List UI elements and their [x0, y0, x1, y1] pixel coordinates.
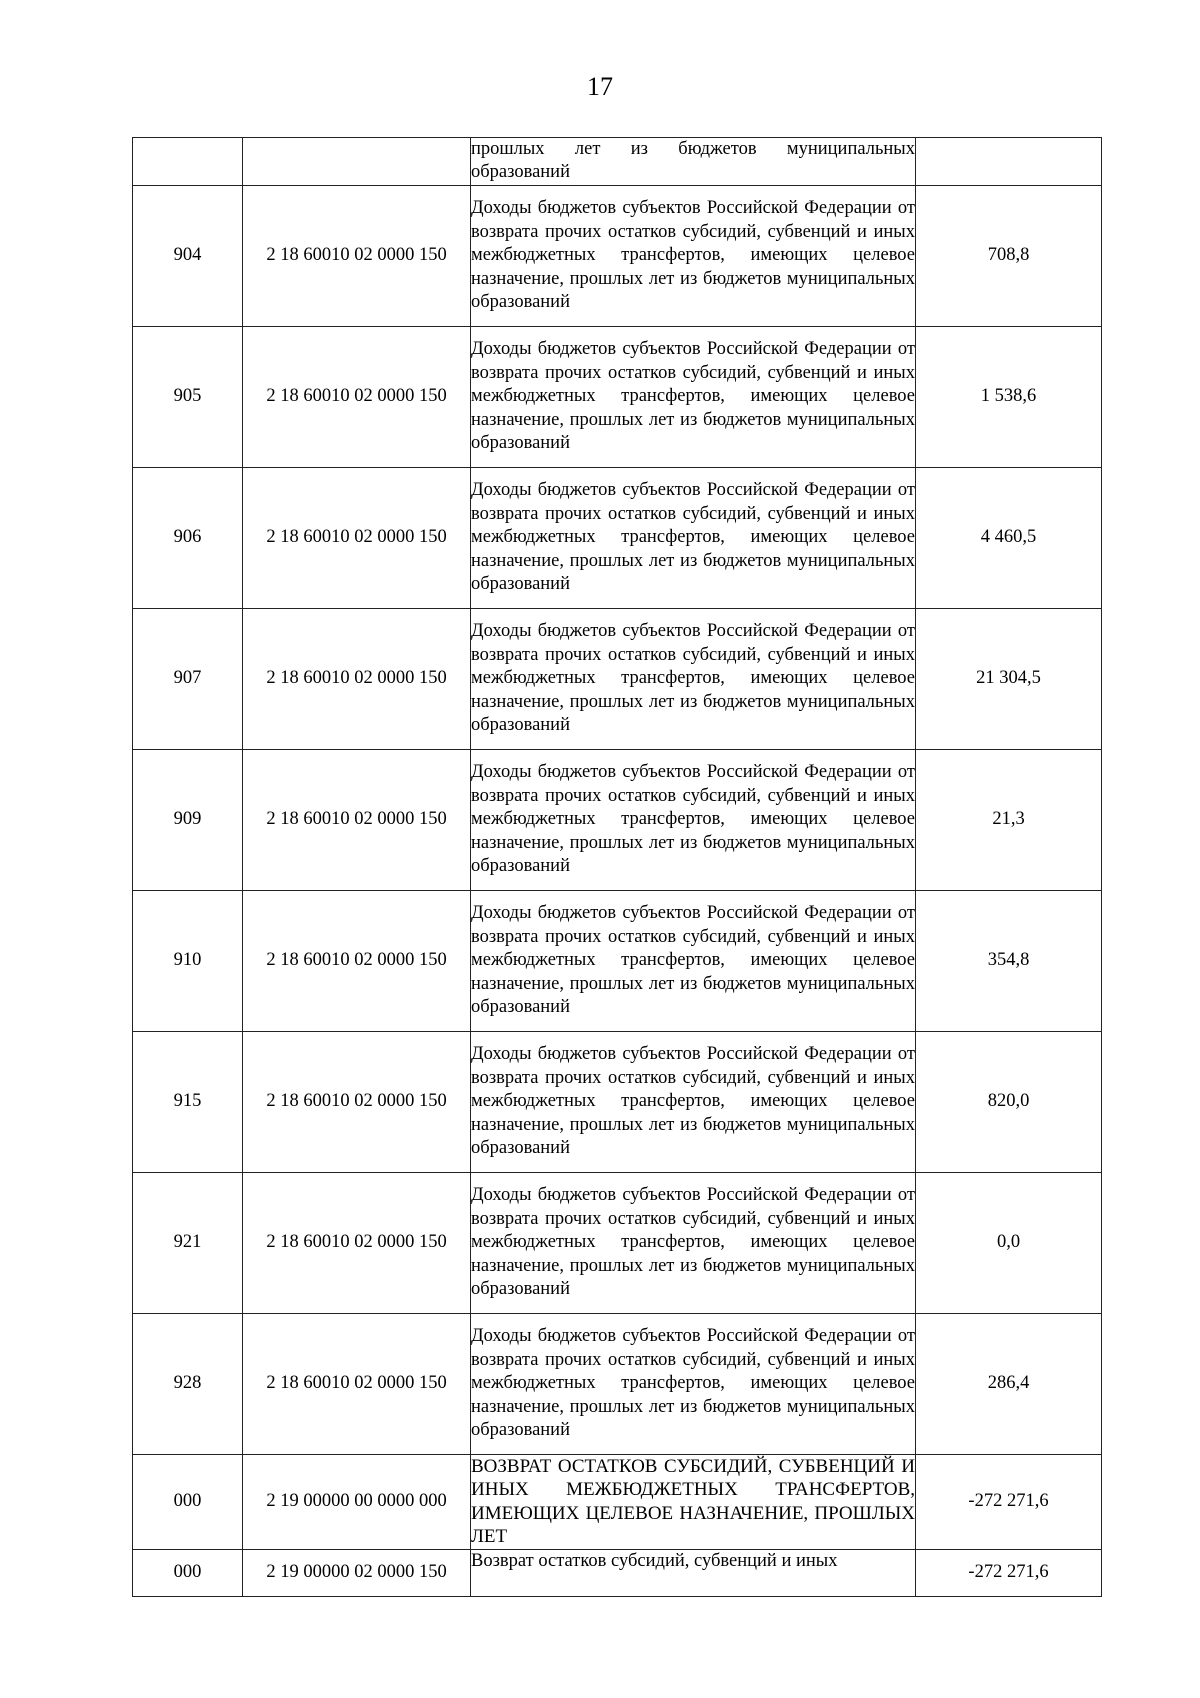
income-description-cell: [471, 467, 916, 608]
budget-classification-code-cell: 2 18 60010 02 0000 150: [243, 1031, 471, 1172]
amount-cell: 21 304,5: [916, 608, 1102, 749]
amount-cell: 708,8: [916, 185, 1102, 326]
budget-classification-code-cell: 2 18 60010 02 0000 150: [243, 608, 471, 749]
budget-classification-code-cell: 2 18 60010 02 0000 150: [243, 749, 471, 890]
income-description-cell: [471, 185, 916, 326]
table-row: [133, 608, 1102, 749]
description-text: Доходы бюджетов субъектов Российской Федерации от возврата прочих остатков субсидий, субвенций и иных межбюджетных трансфертов, имеющих целевое назначение, прошлых лет из бюджетов муниципальных образований: [471, 903, 915, 1017]
table-row: [133, 1549, 1102, 1596]
table-body: [133, 138, 1102, 1597]
admin-code-cell: 906: [133, 467, 243, 608]
table-row: [133, 1172, 1102, 1313]
income-description-cell: [471, 1172, 916, 1313]
description-text: Доходы бюджетов субъектов Российской Федерации от возврата прочих остатков субсидий, субвенций и иных межбюджетных трансфертов, имеющих целевое назначение, прошлых лет из бюджетов муниципальных образований: [471, 621, 915, 735]
admin-code-cell: 909: [133, 749, 243, 890]
amount-cell: 820,0: [916, 1031, 1102, 1172]
budget-classification-code-cell: 2 18 60010 02 0000 150: [243, 185, 471, 326]
table-row: [133, 1454, 1102, 1549]
table-row: [133, 1313, 1102, 1454]
income-description-cell: [471, 749, 916, 890]
table-row: [133, 326, 1102, 467]
income-description-cell: [471, 326, 916, 467]
income-description-cell: [471, 138, 916, 186]
income-description-cell: [471, 1313, 916, 1454]
income-description-cell: [471, 1454, 916, 1549]
amount-cell: 21,3: [916, 749, 1102, 890]
budget-classification-code-cell: 2 18 60010 02 0000 150: [243, 467, 471, 608]
description-text: Доходы бюджетов субъектов Российской Федерации от возврата прочих остатков субсидий, субвенций и иных межбюджетных трансфертов, имеющих целевое назначение, прошлых лет из бюджетов муниципальных образований: [471, 480, 915, 594]
description-text: Доходы бюджетов субъектов Российской Федерации от возврата прочих остатков субсидий, субвенций и иных межбюджетных трансфертов, имеющих целевое назначение, прошлых лет из бюджетов муниципальных образований: [471, 339, 915, 453]
admin-code-cell: 915: [133, 1031, 243, 1172]
budget-classification-code-cell: 2 19 00000 02 0000 150: [243, 1549, 471, 1596]
budget-classification-code-cell: 2 18 60010 02 0000 150: [243, 1313, 471, 1454]
admin-code-cell: 921: [133, 1172, 243, 1313]
income-description-cell: [471, 890, 916, 1031]
admin-code-cell: 910: [133, 890, 243, 1031]
admin-code-cell: 905: [133, 326, 243, 467]
revenue-table: [132, 137, 1102, 1597]
amount-cell: 0,0: [916, 1172, 1102, 1313]
amount-cell: 4 460,5: [916, 467, 1102, 608]
admin-code-cell: 000: [133, 1454, 243, 1549]
income-description-cell: [471, 1031, 916, 1172]
budget-classification-code-cell: [243, 138, 471, 186]
description-text: Доходы бюджетов субъектов Российской Федерации от возврата прочих остатков субсидий, субвенций и иных межбюджетных трансфертов, имеющих целевое назначение, прошлых лет из бюджетов муниципальных образований: [471, 1326, 915, 1440]
table-row: [133, 467, 1102, 608]
amount-cell: 1 538,6: [916, 326, 1102, 467]
description-text: Доходы бюджетов субъектов Российской Федерации от возврата прочих остатков субсидий, субвенций и иных межбюджетных трансфертов, имеющих целевое назначение, прошлых лет из бюджетов муниципальных образований: [471, 1044, 915, 1158]
amount-cell: 286,4: [916, 1313, 1102, 1454]
amount-cell: 354,8: [916, 890, 1102, 1031]
admin-code-cell: [133, 138, 243, 186]
description-text: прошлых лет из бюджетов муниципальных образований: [471, 139, 915, 183]
admin-code-cell: 904: [133, 185, 243, 326]
description-text: ВОЗВРАТ ОСТАТКОВ СУБСИДИЙ, СУБВЕНЦИЙ И ИНЫХ МЕЖБЮДЖЕТНЫХ ТРАНСФЕРТОВ, ИМЕЮЩИХ ЦЕЛЕВОЕ НАЗНАЧЕНИЕ, ПРОШЛЫХ ЛЕТ: [471, 1455, 915, 1548]
table-row: [133, 185, 1102, 326]
description-text: Возврат остатков субсидий, субвенций и иных: [471, 1550, 838, 1571]
budget-classification-code-cell: 2 19 00000 00 0000 000: [243, 1454, 471, 1549]
description-text: Доходы бюджетов субъектов Российской Федерации от возврата прочих остатков субсидий, субвенций и иных межбюджетных трансфертов, имеющих целевое назначение, прошлых лет из бюджетов муниципальных образований: [471, 1185, 915, 1299]
admin-code-cell: 907: [133, 608, 243, 749]
amount-cell: [916, 138, 1102, 186]
budget-classification-code-cell: 2 18 60010 02 0000 150: [243, 326, 471, 467]
table-row: [133, 890, 1102, 1031]
amount-cell: -272 271,6: [916, 1549, 1102, 1596]
description-text: Доходы бюджетов субъектов Российской Федерации от возврата прочих остатков субсидий, субвенций и иных межбюджетных трансфертов, имеющих целевое назначение, прошлых лет из бюджетов муниципальных образований: [471, 762, 915, 876]
table-row: [133, 138, 1102, 186]
page-number: 17: [587, 72, 613, 101]
table-row: [133, 1031, 1102, 1172]
amount-cell: -272 271,6: [916, 1454, 1102, 1549]
income-description-cell: [471, 608, 916, 749]
budget-classification-code-cell: 2 18 60010 02 0000 150: [243, 1172, 471, 1313]
admin-code-cell: 928: [133, 1313, 243, 1454]
budget-classification-code-cell: 2 18 60010 02 0000 150: [243, 890, 471, 1031]
income-description-cell: [471, 1549, 916, 1596]
description-text: Доходы бюджетов субъектов Российской Федерации от возврата прочих остатков субсидий, субвенций и иных межбюджетных трансфертов, имеющих целевое назначение, прошлых лет из бюджетов муниципальных образований: [471, 198, 915, 312]
admin-code-cell: 000: [133, 1549, 243, 1596]
table-row: [133, 749, 1102, 890]
